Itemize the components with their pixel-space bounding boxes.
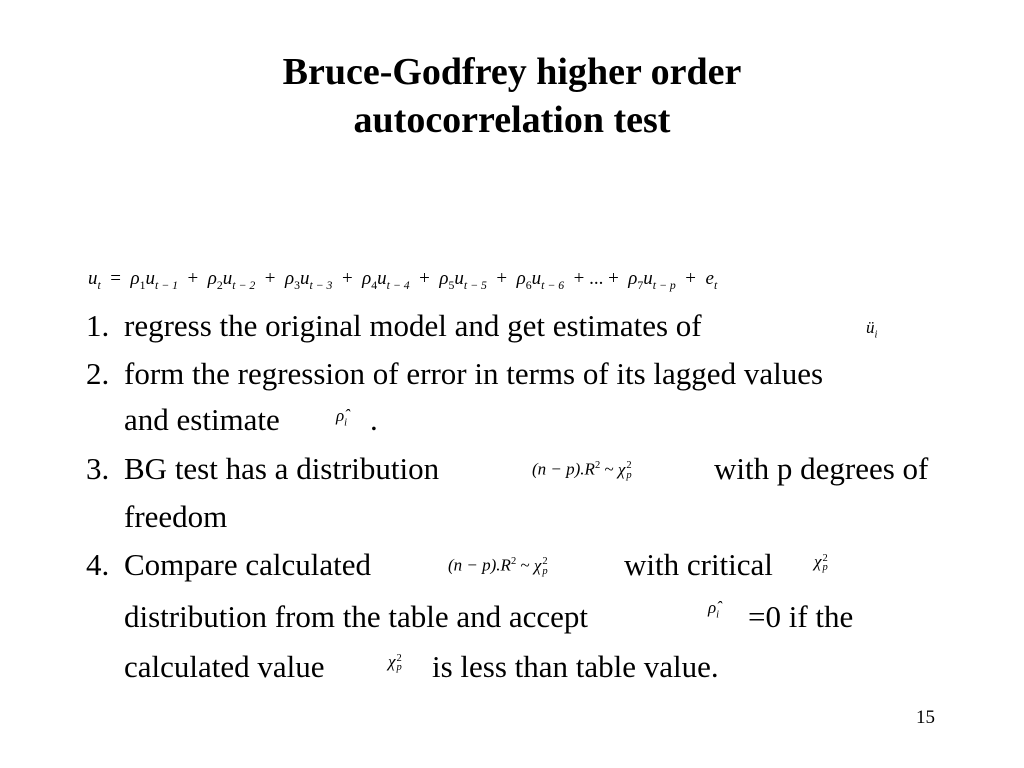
bg-statistic-formula: $(n - p).R^2$ ~ χ 2 p (448, 555, 548, 577)
eq-plus: + (680, 268, 701, 289)
eq-term-1: $\rho_1u_{t - 1}$ (130, 268, 178, 292)
eq-term-p: $\rho_7u_{t - p}$ (628, 268, 676, 292)
eq-term-4: $\rho_4u_{t - 4}$ (362, 268, 410, 292)
step-2-continuation: and estimate (124, 402, 280, 437)
eq-lhs-sub: t (97, 278, 101, 292)
step-text: regress the original model and get estimates of (124, 308, 702, 343)
eq-term-6: $\rho_6u_{t - 6}$ (516, 268, 565, 292)
eq-plus: + (414, 268, 435, 289)
step-4-continuation-1: distribution from the table and accept (124, 599, 588, 634)
eq-plus: + (608, 268, 624, 289)
step-1 (86, 303, 702, 349)
rho-hat-symbol: $\rhô_i$ (708, 598, 720, 621)
eq-term-2: $\rho_2u_{t - 2}$ (207, 268, 256, 292)
chi-square-calculated: χ 2 p (388, 652, 402, 674)
step-text: Compare calculated (124, 547, 372, 582)
step-text: form the regression of error in terms of its lagged values (124, 356, 824, 391)
eq-ellipsis: ... (589, 268, 604, 289)
eq-plus: + (568, 268, 585, 289)
rho-hat-symbol: $\rhô_i$ (336, 406, 348, 429)
eq-term-5: $\rho_5u_{t - 5}$ (439, 268, 487, 292)
step-4-continuation-2: calculated value (124, 649, 325, 684)
step-text: BG test has a distribution (124, 451, 440, 486)
step-number: 3. (86, 451, 110, 486)
eq-plus: + (182, 268, 203, 289)
step-3-continuation: freedom (124, 499, 228, 534)
title-line-1: Bruce-Godfrey higher order (282, 51, 742, 93)
title-line-2: autocorrelation test (353, 99, 671, 141)
slide-title (0, 48, 1024, 144)
eq-plus: + (491, 268, 512, 289)
step-2-period: . (370, 402, 378, 437)
step-4-continuation-2-after: is less than table value. (432, 649, 719, 684)
autocorrelation-equation (88, 264, 717, 301)
eq-term-3: $\rho_3u_{t - 3}$ (284, 268, 333, 292)
step-4 (86, 542, 371, 588)
step-number: 2. (86, 356, 110, 391)
step-4-after: with critical (624, 547, 773, 582)
step-number: 4. (86, 547, 110, 582)
eq-equals: = (105, 268, 126, 289)
u-hat-symbol: $ü_i$ (866, 318, 878, 341)
chi-square-critical: χ 2 p (814, 552, 828, 574)
bg-statistic-formula: $(n - p).R^2$ ~ χ 2 p (532, 459, 632, 481)
eq-error-term: $e_t$ (705, 268, 718, 292)
step-3-after: with p degrees of (714, 451, 929, 486)
step-4-continuation-1-after: =0 if the (748, 599, 854, 634)
step-number: 1. (86, 308, 110, 343)
eq-lhs: u (88, 268, 98, 289)
eq-plus: + (337, 268, 358, 289)
page-number: 15 (916, 707, 935, 728)
step-2 (86, 351, 823, 397)
eq-plus: + (259, 268, 281, 289)
step-3 (86, 446, 439, 492)
